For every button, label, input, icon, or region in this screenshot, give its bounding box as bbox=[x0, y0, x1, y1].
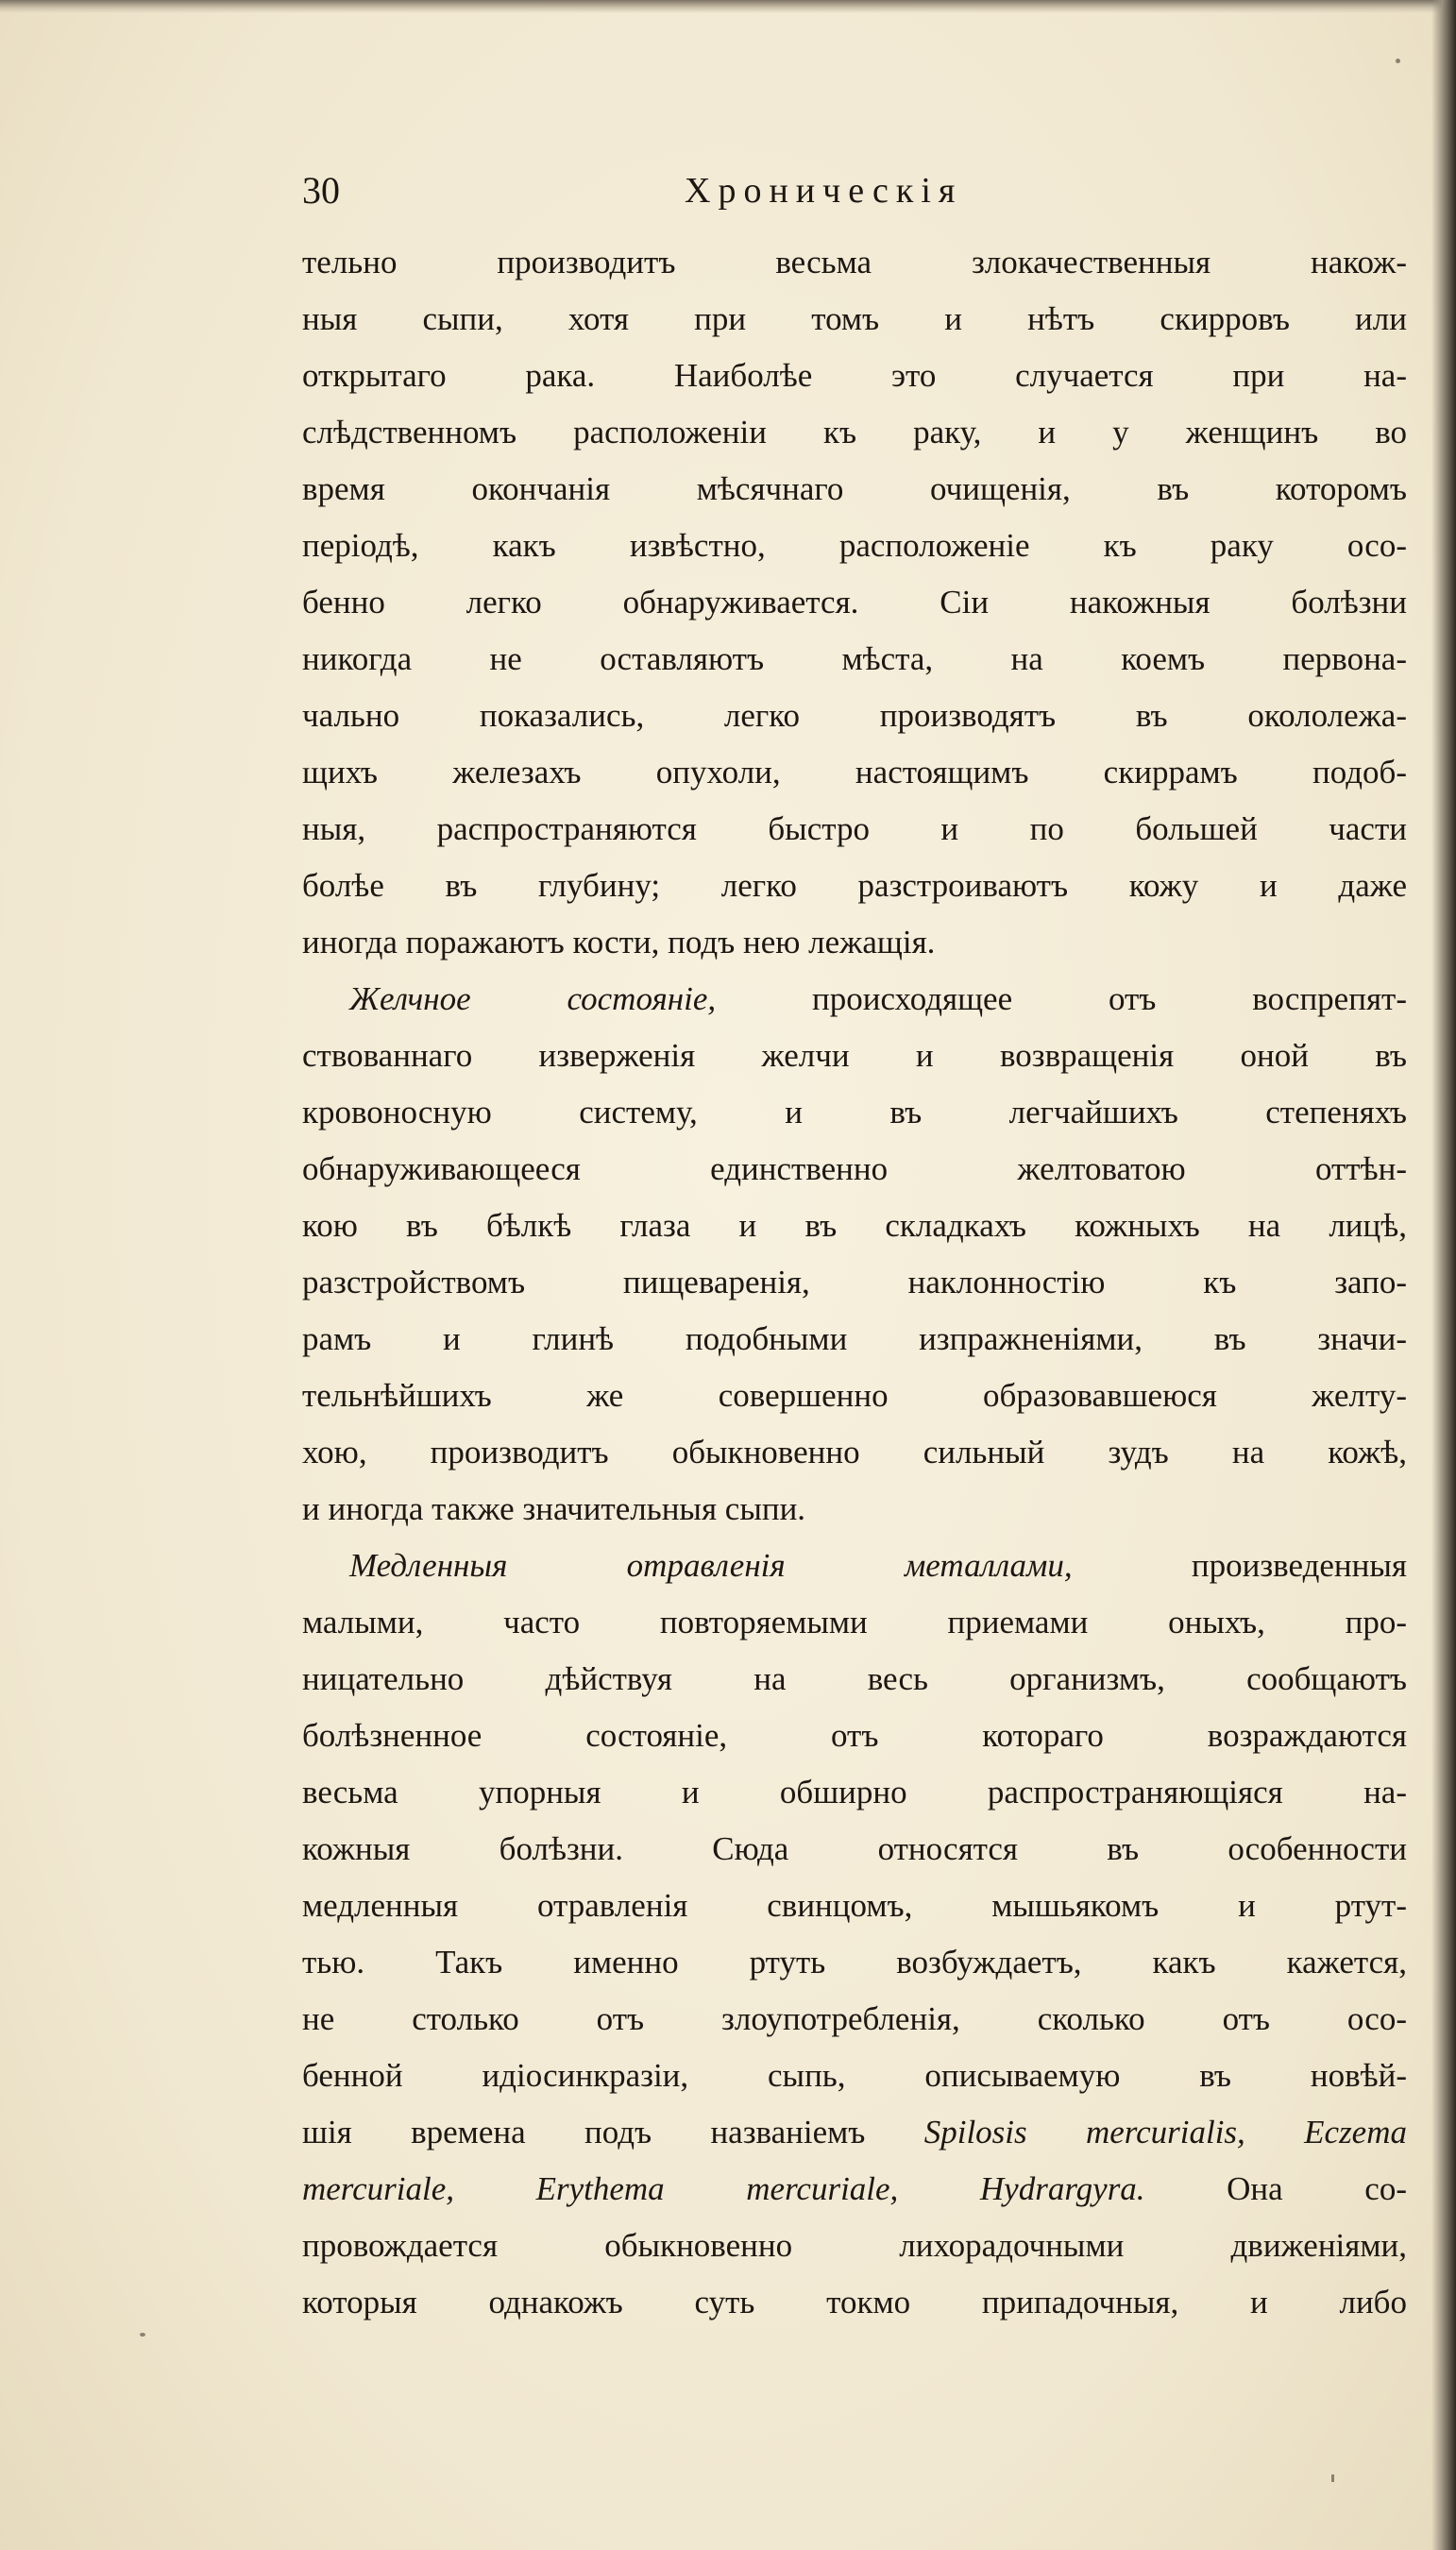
paragraph-start-line bbox=[302, 1538, 1407, 1594]
text-line bbox=[302, 858, 1407, 914]
paragraph-start-line bbox=[302, 971, 1407, 1028]
text-line bbox=[302, 1368, 1407, 1424]
line-text: происходящее отъ воспрепят- bbox=[716, 980, 1407, 1017]
line-text: открытаго рака. Наиболѣе это случается при на- bbox=[302, 357, 1407, 394]
text-line bbox=[302, 1254, 1407, 1311]
text-line bbox=[302, 2218, 1407, 2274]
body-text bbox=[302, 234, 1407, 2331]
line-text: ницательно дѣйствуя на весь организмъ, сообщаютъ bbox=[302, 1660, 1407, 1697]
text-line bbox=[302, 2048, 1407, 2104]
running-head bbox=[302, 162, 1407, 219]
line-text: провождается обыкновенно лихорадочными движеніями, bbox=[302, 2227, 1407, 2264]
line-text: ныя сыпи, хотя при томъ и нѣтъ скирровъ или bbox=[302, 300, 1407, 337]
text-line bbox=[302, 574, 1407, 631]
line-text: обнаруживающееся единственно желтоватою оттѣн- bbox=[302, 1150, 1407, 1187]
line-text: медленныя отравленія свинцомъ, мышьякомъ и ртут- bbox=[302, 1887, 1407, 1924]
line-text: которыя однакожъ суть токмо припадочныя, и либо bbox=[302, 2284, 1407, 2320]
line-text: произведенныя bbox=[1072, 1547, 1407, 1584]
text-line bbox=[302, 291, 1407, 348]
line-text: малыми, часто повторяемыми приемами оныхъ, про- bbox=[302, 1604, 1407, 1640]
line-text: рамъ и глинѣ подобными изпражненіями, въ значи- bbox=[302, 1320, 1407, 1357]
text-line bbox=[302, 1878, 1407, 1934]
text-line bbox=[302, 518, 1407, 574]
line-text: и иногда также значительныя сыпи. bbox=[302, 1490, 806, 1527]
page-top-shadow bbox=[0, 0, 1456, 13]
italic-term-metal-poisoning: Медленныя отравленія металлами, bbox=[349, 1547, 1073, 1584]
text-line bbox=[302, 1934, 1407, 1991]
line-text: весьма упорныя и обширно распространяющіяся на- bbox=[302, 1774, 1407, 1810]
line-text: не столько отъ злоупотребленія, сколько отъ осо- bbox=[302, 2000, 1407, 2037]
ink-speck bbox=[1396, 59, 1400, 63]
line-text: бенной идіосинкразіи, сыпь, описываемую въ новѣй- bbox=[302, 2057, 1407, 2094]
text-line bbox=[302, 1821, 1407, 1878]
text-line bbox=[302, 1651, 1407, 1708]
text-line bbox=[302, 1311, 1407, 1368]
paragraph-end-line bbox=[302, 914, 1407, 971]
text-line bbox=[302, 688, 1407, 744]
line-text: тельнѣйшихъ же совершенно образовавшеюся желту- bbox=[302, 1377, 1407, 1414]
text-line bbox=[302, 234, 1407, 291]
text-line bbox=[302, 2161, 1407, 2218]
ink-speck bbox=[140, 2333, 145, 2337]
line-text: никогда не оставляютъ мѣста, на коемъ первона- bbox=[302, 640, 1407, 677]
line-text: время окончанія мѣсячнаго очищенія, въ которомъ bbox=[302, 470, 1407, 507]
text-line bbox=[302, 631, 1407, 688]
line-text: кровоносную систему, и въ легчайшихъ степеняхъ bbox=[302, 1094, 1407, 1130]
text-line bbox=[302, 348, 1407, 404]
line-text: періодѣ, какъ извѣстно, расположеніе къ раку осо- bbox=[302, 527, 1407, 564]
text-line bbox=[302, 2104, 1407, 2161]
line-text: шія времена подъ названіемъ bbox=[302, 2114, 924, 2150]
text-line bbox=[302, 744, 1407, 801]
line-text: бенно легко обнаруживается. Сіи накожныя болѣзни bbox=[302, 584, 1407, 620]
line-text: иногда поражаютъ кости, подъ нею лежащія. bbox=[302, 924, 936, 960]
line-text: разстройствомъ пищеваренія, наклонностію къ запо- bbox=[302, 1264, 1407, 1300]
text-line bbox=[302, 404, 1407, 461]
line-text: кожныя болѣзни. Сюда относятся въ особенности bbox=[302, 1830, 1407, 1867]
text-line bbox=[302, 1708, 1407, 1764]
text-line bbox=[302, 1594, 1407, 1651]
line-text: тью. Такъ именно ртуть возбуждаетъ, какъ кажется, bbox=[302, 1944, 1407, 1980]
paragraph-end-line bbox=[302, 1481, 1407, 1538]
text-line bbox=[302, 461, 1407, 518]
line-text: тельно производитъ весьма злокачественныя накож- bbox=[302, 244, 1407, 280]
text-line bbox=[302, 801, 1407, 858]
italic-term-jaundice: Желчное состояніе, bbox=[349, 980, 717, 1017]
ink-speck bbox=[1331, 2474, 1334, 2482]
text-line bbox=[302, 1028, 1407, 1084]
line-text: чально показались, легко производятъ въ окололежа- bbox=[302, 697, 1407, 734]
line-text: ныя, распространяются быстро и по большей части bbox=[302, 810, 1407, 847]
text-line bbox=[302, 2274, 1407, 2331]
italic-latin-terms: Spilosis mercurialis, Eczema bbox=[923, 2114, 1407, 2150]
line-text: ствованнаго изверженія желчи и возвращенія оной въ bbox=[302, 1037, 1407, 1074]
text-line bbox=[302, 1424, 1407, 1481]
text-line bbox=[302, 1084, 1407, 1141]
line-text: болѣзненное состояніе, отъ котораго возраждаются bbox=[302, 1717, 1407, 1754]
italic-latin-terms: mercuriale, Erythema mercuriale, Hydrargyra. bbox=[302, 2170, 1145, 2207]
page-binding-shadow bbox=[1431, 0, 1456, 2550]
line-text: болѣе въ глубину; легко разстроиваютъ кожу и даже bbox=[302, 867, 1407, 904]
text-line bbox=[302, 1991, 1407, 2048]
page-number: 30 bbox=[302, 169, 340, 212]
text-line bbox=[302, 1198, 1407, 1254]
line-text: слѣдственномъ расположеніи къ раку, и у женщинъ во bbox=[302, 414, 1407, 450]
line-text: щихъ железахъ опухоли, настоящимъ скиррамъ подоб- bbox=[302, 754, 1407, 790]
running-title: Хроническія bbox=[685, 171, 963, 211]
text-line bbox=[302, 1141, 1407, 1198]
line-text: Она со- bbox=[1144, 2170, 1407, 2207]
text-line bbox=[302, 1764, 1407, 1821]
line-text: хою, производитъ обыкновенно сильный зудъ на кожѣ, bbox=[302, 1434, 1407, 1470]
line-text: кою въ бѣлкѣ глаза и въ складкахъ кожныхъ на лицѣ, bbox=[302, 1207, 1407, 1244]
